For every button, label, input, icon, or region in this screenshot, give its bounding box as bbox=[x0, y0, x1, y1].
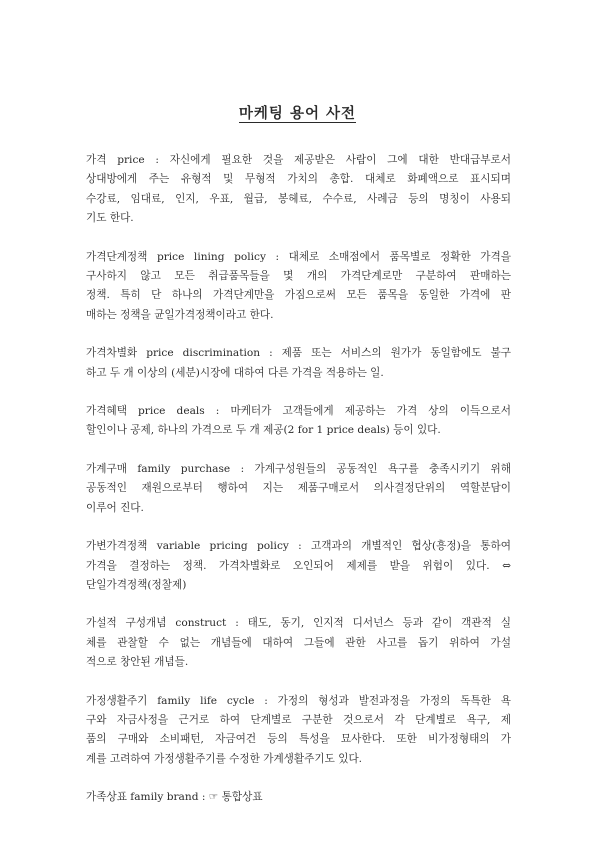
glossary-entry bbox=[86, 151, 511, 229]
entry-line: 하고 두 개 이상의 (세분)시장에 대하여 다른 가격을 적용하는 일. bbox=[86, 366, 384, 379]
entry-line: 구와 자금사정을 근거로 하여 단계별로 구분한 것으로서 각 단계별로 욕구, 제 bbox=[86, 713, 511, 726]
entry-line: 가격을 결정하는 정책. 가격차별화로 오인되어 제제를 받을 위험이 있다. ⇔ bbox=[86, 559, 511, 572]
entry-line: 품의 구매와 소비패턴, 자금여건 등의 특성을 묘사한다. 또한 비가정형태의 가 bbox=[86, 733, 511, 746]
entry-line: 정책. 특히 단 하나의 가격단계만을 가짐으로써 모든 품목을 동일한 가격에 판 bbox=[86, 289, 511, 302]
glossary-entry bbox=[86, 344, 511, 383]
entry-line: 체를 관찰할 수 없는 개념들에 대하여 그들에 관한 사고를 돕기 위하여 가설 bbox=[86, 636, 511, 649]
glossary-entry bbox=[86, 248, 511, 326]
entry-line: 할인이나 공제, 하나의 가격으로 두 개 제공(2 for 1 price deals) 등이 있다. bbox=[86, 424, 441, 437]
entry-line: 계를 고려하여 가정생활주기를 수정한 가계생활주기도 있다. bbox=[86, 752, 363, 765]
entry-line: 공동적인 재원으로부터 행하여 지는 제품구매로서 의사결정단위의 역할분담이 bbox=[86, 482, 511, 495]
entry-line: 가정생활주기 family life cycle : 가정의 형성과 발전과정을 가정의 독특한 욕 bbox=[86, 694, 511, 707]
page-title-container bbox=[0, 104, 595, 124]
entry-line: 가설적 구성개념 construct : 태도, 동기, 인지적 디서넌스 등과 같이 객관적 실 bbox=[86, 617, 511, 630]
entry-line: 가계구매 family purchase : 가계구성원들의 공동적인 욕구를 충족시키기 위해 bbox=[86, 462, 511, 475]
glossary-entries bbox=[86, 151, 511, 827]
entry-line: 상대방에게 주는 유형적 및 무형적 가치의 총합. 대체로 화폐액으로 표시되며 bbox=[86, 173, 511, 186]
glossary-entry bbox=[86, 460, 511, 518]
entry-line: 가격 price : 자신에게 필요한 것을 제공받은 사람이 그에 대한 반대급부로서 bbox=[86, 154, 511, 166]
entry-line: 가격차별화 price discrimination : 제품 또는 서비스의 원가가 동일함에도 불구 bbox=[86, 347, 511, 360]
entry-line: 가격단계정책 price lining policy : 대체로 소매점에서 품목별로 정확한 가격을 bbox=[86, 250, 511, 263]
glossary-entry bbox=[86, 692, 511, 770]
entry-line: 가격혜택 price deals : 마케터가 고객들에게 제공하는 가격 상의 이득으로서 bbox=[86, 405, 511, 418]
entry-line: 단일가격정책(정찰제) bbox=[86, 578, 187, 591]
entry-line: 이루어 진다. bbox=[86, 501, 144, 514]
glossary-entry bbox=[86, 614, 511, 672]
glossary-entry bbox=[86, 402, 511, 441]
page-title: 마케팅 용어 사전 bbox=[238, 105, 357, 122]
entry-line: 적으로 창안된 개념들. bbox=[86, 656, 189, 669]
entry-line: 가족상표 family brand : ☞ 통합상표 bbox=[86, 791, 263, 804]
entry-line: 매하는 정책을 균일가격정책이라고 한다. bbox=[86, 308, 274, 321]
entry-line: 구사하지 않고 모든 취급품목들을 몇 개의 가격단계로만 구분하여 판매하는 bbox=[86, 270, 511, 283]
glossary-entry bbox=[86, 788, 511, 807]
entry-line: 가변가격정책 variable pricing policy : 고객과의 개별적인 협상(흥정)을 통하여 bbox=[86, 540, 511, 553]
glossary-entry bbox=[86, 537, 511, 595]
entry-line: 수강료, 임대료, 인지, 우표, 월급, 봉헤료, 수수료, 사례금 등의 명칭이 사용되 bbox=[86, 192, 511, 205]
entry-line: 기도 한다. bbox=[86, 212, 134, 225]
